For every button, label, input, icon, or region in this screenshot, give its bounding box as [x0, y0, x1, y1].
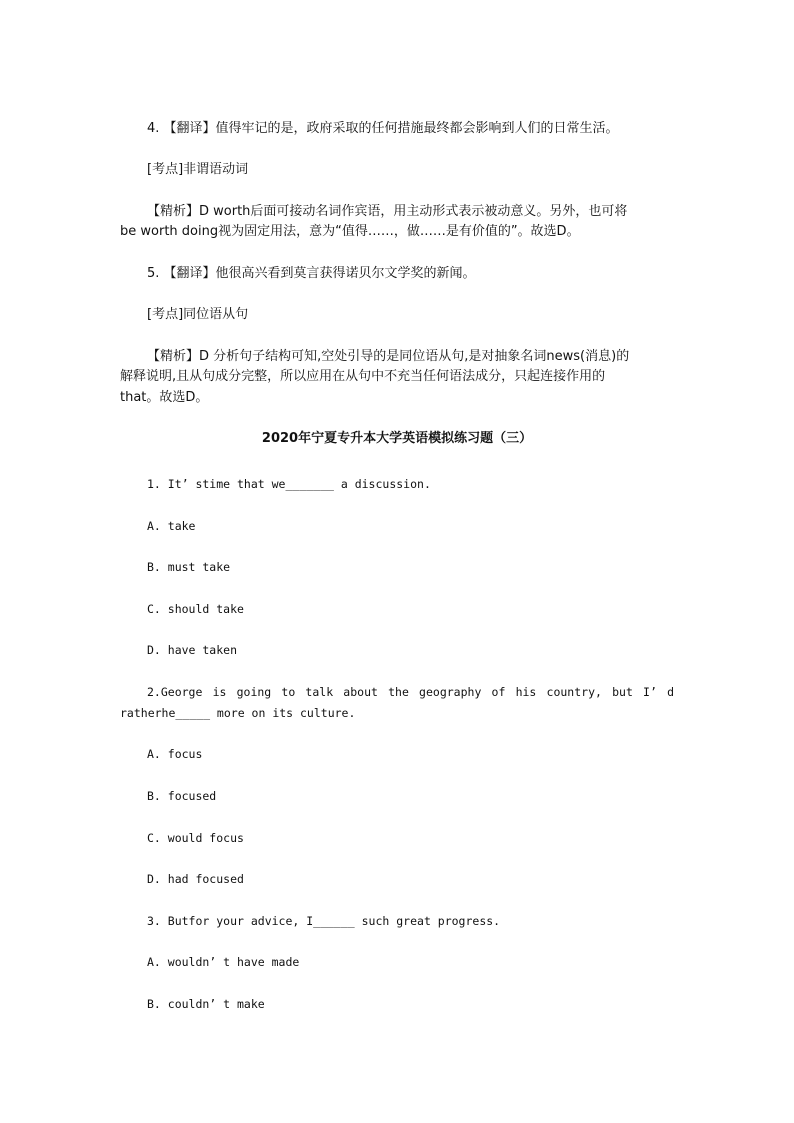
question-3-option-b: B. couldn’ t make — [147, 997, 265, 1011]
question-1-option-a: A. take — [147, 519, 196, 533]
q5-analysis-line-2: 解释说明,且从句成分完整，所以应用在从句中不充当任何语法成分，只起连接作用的 — [120, 369, 606, 384]
question-1-stem: 1. It’ stime that we_______ a discussion. — [147, 477, 431, 491]
q4-test-point: [考点]非谓语动词 — [147, 162, 249, 177]
q5-analysis-line-1: 【精析】D 分析句子结构可知,空处引导的是同位语从句,是对抽象名词news(消息)的 — [147, 349, 630, 364]
question-2-option-d: D. had focused — [147, 872, 244, 886]
question-2-stem-line-2: ratherhe_____ more on its culture. — [120, 706, 356, 720]
q5-test-point: [考点]同位语从句 — [147, 307, 249, 322]
question-2-option-c: C. would focus — [147, 831, 244, 845]
q4-analysis-line-2: be worth doing视为固定用法，意为“值得……，做……是有价值的”。故选D。 — [120, 224, 580, 239]
q5-analysis-line-3: that。故选D。 — [120, 390, 209, 405]
question-1-option-c: C. should take — [147, 602, 244, 616]
q4-analysis-line-1: 【精析】D worth后面可接动名词作宾语，用主动形式表示被动意义。另外，也可将 — [147, 204, 628, 219]
q5-translation: 5. 【翻译】他很高兴看到莫言获得诺贝尔文学奖的新闻。 — [147, 266, 476, 281]
question-2-stem-line-1: 2.George is going to talk about the geography of his country, but I’ d — [147, 685, 674, 699]
section-title: 2020年宁夏专升本大学英语模拟练习题（三） — [261, 431, 533, 446]
q4-translation: 4. 【翻译】值得牢记的是，政府采取的任何措施最终都会影响到人们的日常生活。 — [147, 121, 619, 136]
question-3-option-a: A. wouldn’ t have made — [147, 955, 300, 969]
question-2-option-b: B. focused — [147, 789, 217, 803]
question-1-option-d: D. have taken — [147, 643, 238, 657]
question-3-stem: 3. Butfor your advice, I______ such great progress. — [147, 914, 501, 928]
question-2-option-a: A. focus — [147, 747, 203, 761]
question-1-option-b: B. must take — [147, 560, 231, 574]
